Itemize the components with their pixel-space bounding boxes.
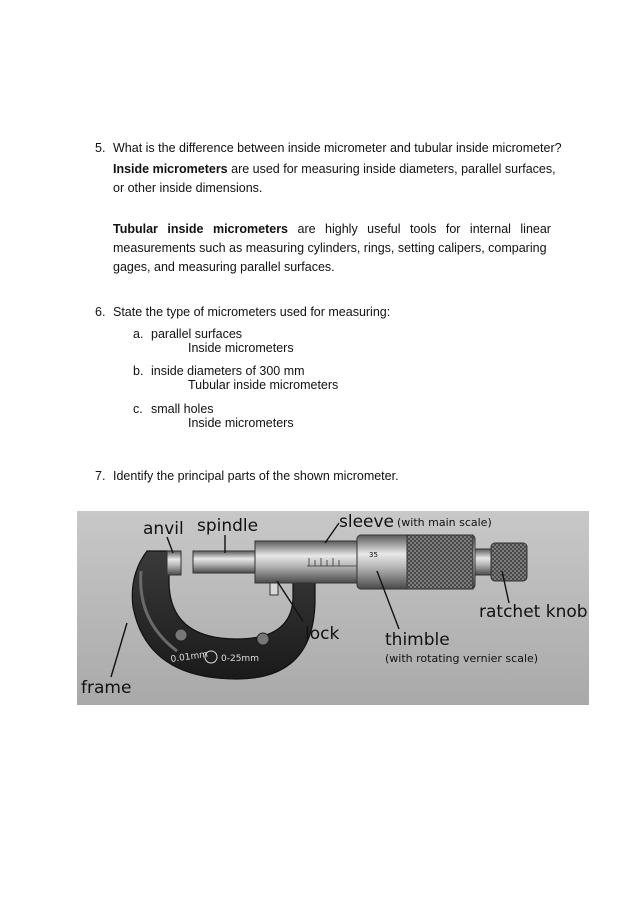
frame-engraving-range: 0-25mm <box>221 654 259 664</box>
thimble-scale-number: 35 <box>369 551 378 559</box>
label-sleeve: sleeve <box>339 512 395 532</box>
label-lock: lock <box>305 624 340 644</box>
para-line: gages, and measuring parallel surfaces. <box>113 260 335 274</box>
item-b-answer: Tubular inside micrometers <box>188 378 339 392</box>
question-number: 6. <box>95 305 106 319</box>
frame-rivet <box>175 629 187 641</box>
spindle <box>193 551 255 573</box>
term-inside-micrometers: Inside micrometers <box>113 162 228 176</box>
label-anvil: anvil <box>143 519 184 539</box>
answer-5-paragraph-2 <box>113 220 565 277</box>
question-text: What is the difference between inside micrometer and tubular inside micrometer? <box>113 141 562 155</box>
frame-engraving-resolution: 0.01mm <box>170 649 209 665</box>
anvil <box>167 551 181 575</box>
ratchet-neck <box>475 549 491 575</box>
label-thimble-note: (with rotating vernier scale) <box>385 652 539 665</box>
micrometer-figure <box>77 511 589 705</box>
question-text: Identify the principal parts of the shown micrometer. <box>113 469 399 483</box>
label-sleeve-note: (with main scale) <box>397 516 492 529</box>
label-thimble: thimble <box>385 630 450 650</box>
para-line <box>113 160 565 179</box>
item-c <box>133 402 214 417</box>
para-text: are highly useful tools for internal linear <box>288 222 551 236</box>
question-text: State the type of micrometers used for measuring: <box>113 305 391 319</box>
item-a-answer: Inside micrometers <box>188 341 294 355</box>
question-number: 5. <box>95 141 106 155</box>
para-line <box>113 220 565 239</box>
label-spindle: spindle <box>197 516 259 536</box>
item-letter: c. <box>133 402 143 416</box>
item-a <box>133 327 243 342</box>
term-tubular-inside-micrometers: Tubular inside micrometers <box>113 222 289 236</box>
thimble-knurling <box>407 535 473 589</box>
item-text: small holes <box>151 402 214 416</box>
label-ratchet-knob: ratchet knob <box>479 602 588 622</box>
para-text: are used for measuring inside diameters, parallel surfaces, <box>227 162 556 176</box>
item-text: inside diameters of 300 mm <box>151 364 305 378</box>
question-number: 7. <box>95 469 106 483</box>
para-line: or other inside dimensions. <box>113 181 263 195</box>
para-line: measurements such as measuring cylinders, rings, setting calipers, comparing <box>113 241 547 255</box>
item-letter: b. <box>133 364 144 378</box>
frame-rivet <box>257 633 269 645</box>
answer-5-paragraph-1 <box>113 160 565 198</box>
item-c-answer: Inside micrometers <box>188 416 294 430</box>
item-text: parallel surfaces <box>151 327 243 341</box>
label-frame: frame <box>81 678 132 698</box>
item-b <box>133 364 305 379</box>
item-letter: a. <box>133 327 144 341</box>
ratchet-knob <box>491 543 527 581</box>
